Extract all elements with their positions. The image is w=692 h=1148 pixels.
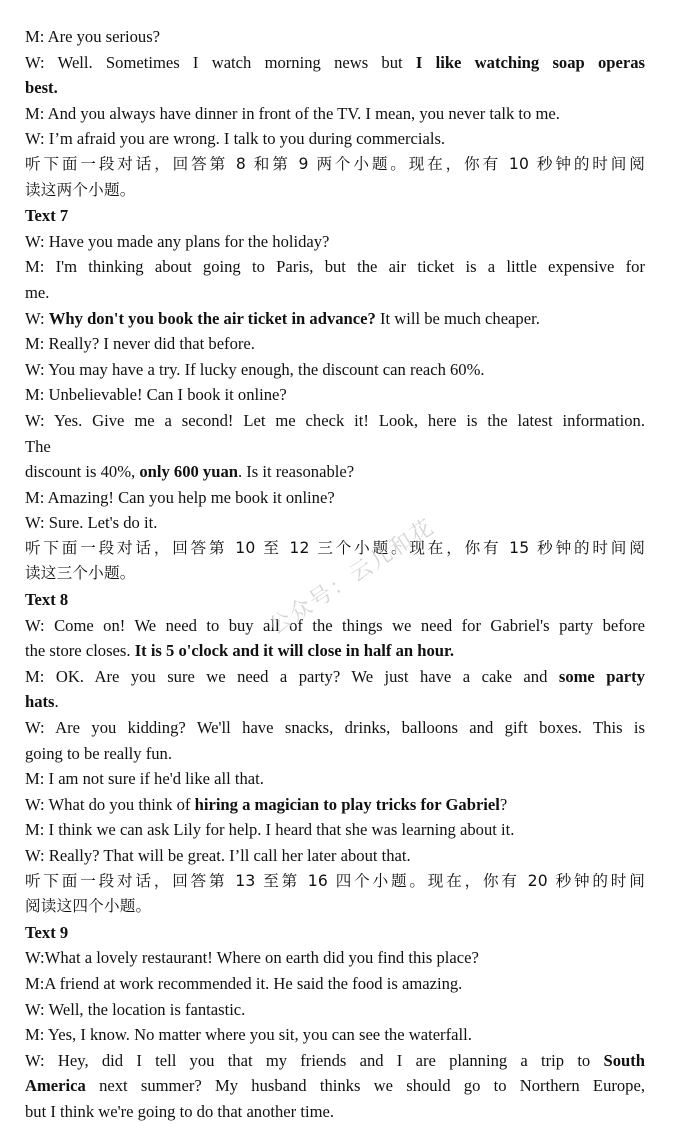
dialogue-line xyxy=(25,50,645,76)
text-run: next summer? My husband thinks we should go to Northern Europe, xyxy=(85,1076,645,1096)
bold-text: Text 9 xyxy=(25,922,69,942)
dialogue-line xyxy=(25,945,645,971)
dialogue-line xyxy=(25,741,645,767)
bold-text: I like watching soap operas xyxy=(415,52,645,72)
text-run: M: Amazing! Can you help me book it online? xyxy=(25,487,335,507)
text-run: W: Hey, did I tell you that my friends and I are planning a trip to xyxy=(25,1050,604,1070)
text-run: the store closes. xyxy=(25,641,135,661)
text-run: me. xyxy=(25,282,50,302)
text-run: . xyxy=(54,692,59,712)
dialogue-line xyxy=(25,331,645,357)
instruction-line xyxy=(25,536,645,562)
watermark: 公众号：云儿和花 xyxy=(264,514,440,640)
text-run: W: Yes. Give me a second! Let me check it! Look, here is the latest information. xyxy=(25,410,645,430)
bold-text: South xyxy=(603,1050,645,1070)
section-heading xyxy=(25,587,645,613)
dialogue-line xyxy=(25,664,645,690)
text-run: M: Unbelievable! Can I book it online? xyxy=(25,385,287,405)
dialogue-line xyxy=(25,459,645,485)
text-run: W: xyxy=(25,308,49,328)
text-run: ? xyxy=(499,794,508,814)
section-heading xyxy=(25,203,645,229)
dialogue-line xyxy=(25,971,645,997)
bold-text: It is 5 o'clock and it will close in half an hour. xyxy=(134,641,455,661)
dialogue-line xyxy=(25,254,645,280)
text-run: M: OK. Are you sure we need a party? We just have a cake and xyxy=(25,666,559,686)
text-run: M: And you always have dinner in front of the TV. I mean, you never talk to me. xyxy=(25,103,560,123)
dialogue-line xyxy=(25,434,645,460)
bold-text: Text 8 xyxy=(25,590,69,610)
instruction-line xyxy=(25,894,645,920)
bold-text: Why don't you book the air ticket in advance? xyxy=(48,308,376,328)
text-run: but I think we're going to do that another time. xyxy=(25,1101,334,1121)
text-run: It will be much cheaper. xyxy=(375,308,540,328)
dialogue-line xyxy=(25,843,645,869)
text-run: W: Are you kidding? We'll have snacks, drinks, balloons and gift boxes. This is xyxy=(25,718,645,738)
dialogue-line xyxy=(25,101,645,127)
text-run: . Is it reasonable? xyxy=(237,462,355,482)
text-run: M: I think we can ask Lily for help. I heard that she was learning about it. xyxy=(25,820,515,840)
dialogue-line xyxy=(25,638,645,664)
bold-text: hiring a magician to play tricks for Gabriel xyxy=(194,794,500,814)
dialogue-line xyxy=(25,1022,645,1048)
bold-text: some party xyxy=(558,666,645,686)
document-page xyxy=(25,24,645,1125)
bold-text: America xyxy=(25,1076,86,1096)
bold-text: only 600 yuan xyxy=(139,462,238,482)
instruction-line xyxy=(25,152,645,178)
instruction-line xyxy=(25,869,645,895)
dialogue-line xyxy=(25,280,645,306)
instruction-line xyxy=(25,561,645,587)
text-run: 听下面一段对话，回答第 10 至 12 三个小题。现在，你有 15 秒钟的时间阅 xyxy=(25,538,645,557)
bold-text: hats xyxy=(25,692,55,712)
dialogue-line xyxy=(25,306,645,332)
bold-text: Text 7 xyxy=(25,206,69,226)
dialogue-line xyxy=(25,126,645,152)
text-run: W:What a lovely restaurant! Where on earth did you find this place? xyxy=(25,948,479,968)
dialogue-line xyxy=(25,792,645,818)
instruction-line xyxy=(25,178,645,204)
dialogue-line xyxy=(25,510,645,536)
dialogue-line xyxy=(25,75,645,101)
dialogue-line xyxy=(25,357,645,383)
dialogue-line xyxy=(25,382,645,408)
dialogue-line xyxy=(25,229,645,255)
text-run: M:A friend at work recommended it. He said the food is amazing. xyxy=(25,973,463,993)
text-run: 读这三个小题。 xyxy=(25,564,136,583)
text-run: The xyxy=(25,436,51,456)
text-run: M: Really? I never did that before. xyxy=(25,334,255,354)
text-run: W: Come on! We need to buy all of the things we need for Gabriel's party before xyxy=(25,615,645,635)
dialogue-line xyxy=(25,408,645,434)
text-run: going to be really fun. xyxy=(25,743,173,763)
text-run: W: I’m afraid you are wrong. I talk to you during commercials. xyxy=(25,129,446,149)
dialogue-line xyxy=(25,997,645,1023)
text-run: 听下面一段对话，回答第 8 和第 9 两个小题。现在，你有 10 秒钟的时间阅 xyxy=(25,154,645,173)
dialogue-line xyxy=(25,485,645,511)
dialogue-line xyxy=(25,766,645,792)
text-run: W: Really? That will be great. I’ll call her later about that. xyxy=(25,846,411,865)
section-heading xyxy=(25,920,645,946)
text-run: M: I am not sure if he'd like all that. xyxy=(25,769,264,789)
text-run: W: What do you think of xyxy=(25,794,195,814)
text-run: 听下面一段对话，回答第 13 至第 16 四个小题。现在，你有 20 秒钟的时间 xyxy=(25,871,645,890)
text-run: W: You may have a try. If lucky enough, the discount can reach 60%. xyxy=(25,359,485,379)
text-run: M: Are you serious? xyxy=(25,27,161,46)
text-run: W: Sure. Let's do it. xyxy=(25,513,158,533)
text-run: 阅读这四个小题。 xyxy=(25,897,152,916)
text-run: W: Well. Sometimes I watch morning news but xyxy=(25,52,416,72)
text-run: discount is 40%, xyxy=(25,462,140,482)
text-run: M: I'm thinking about going to Paris, but the air ticket is a little expensive for xyxy=(25,257,645,277)
dialogue-line xyxy=(25,24,645,50)
text-run: 读这两个小题。 xyxy=(25,180,136,199)
bold-text: best. xyxy=(25,78,58,98)
dialogue-line xyxy=(25,1099,645,1125)
text-run: W: Have you made any plans for the holiday? xyxy=(25,231,330,251)
dialogue-line xyxy=(25,689,645,715)
dialogue-line xyxy=(25,817,645,843)
dialogue-line xyxy=(25,715,645,741)
text-run: W: Well, the location is fantastic. xyxy=(25,999,246,1019)
dialogue-line xyxy=(25,613,645,639)
dialogue-line xyxy=(25,1073,645,1099)
dialogue-line xyxy=(25,1048,645,1074)
text-run: M: Yes, I know. No matter where you sit, you can see the waterfall. xyxy=(25,1025,472,1045)
